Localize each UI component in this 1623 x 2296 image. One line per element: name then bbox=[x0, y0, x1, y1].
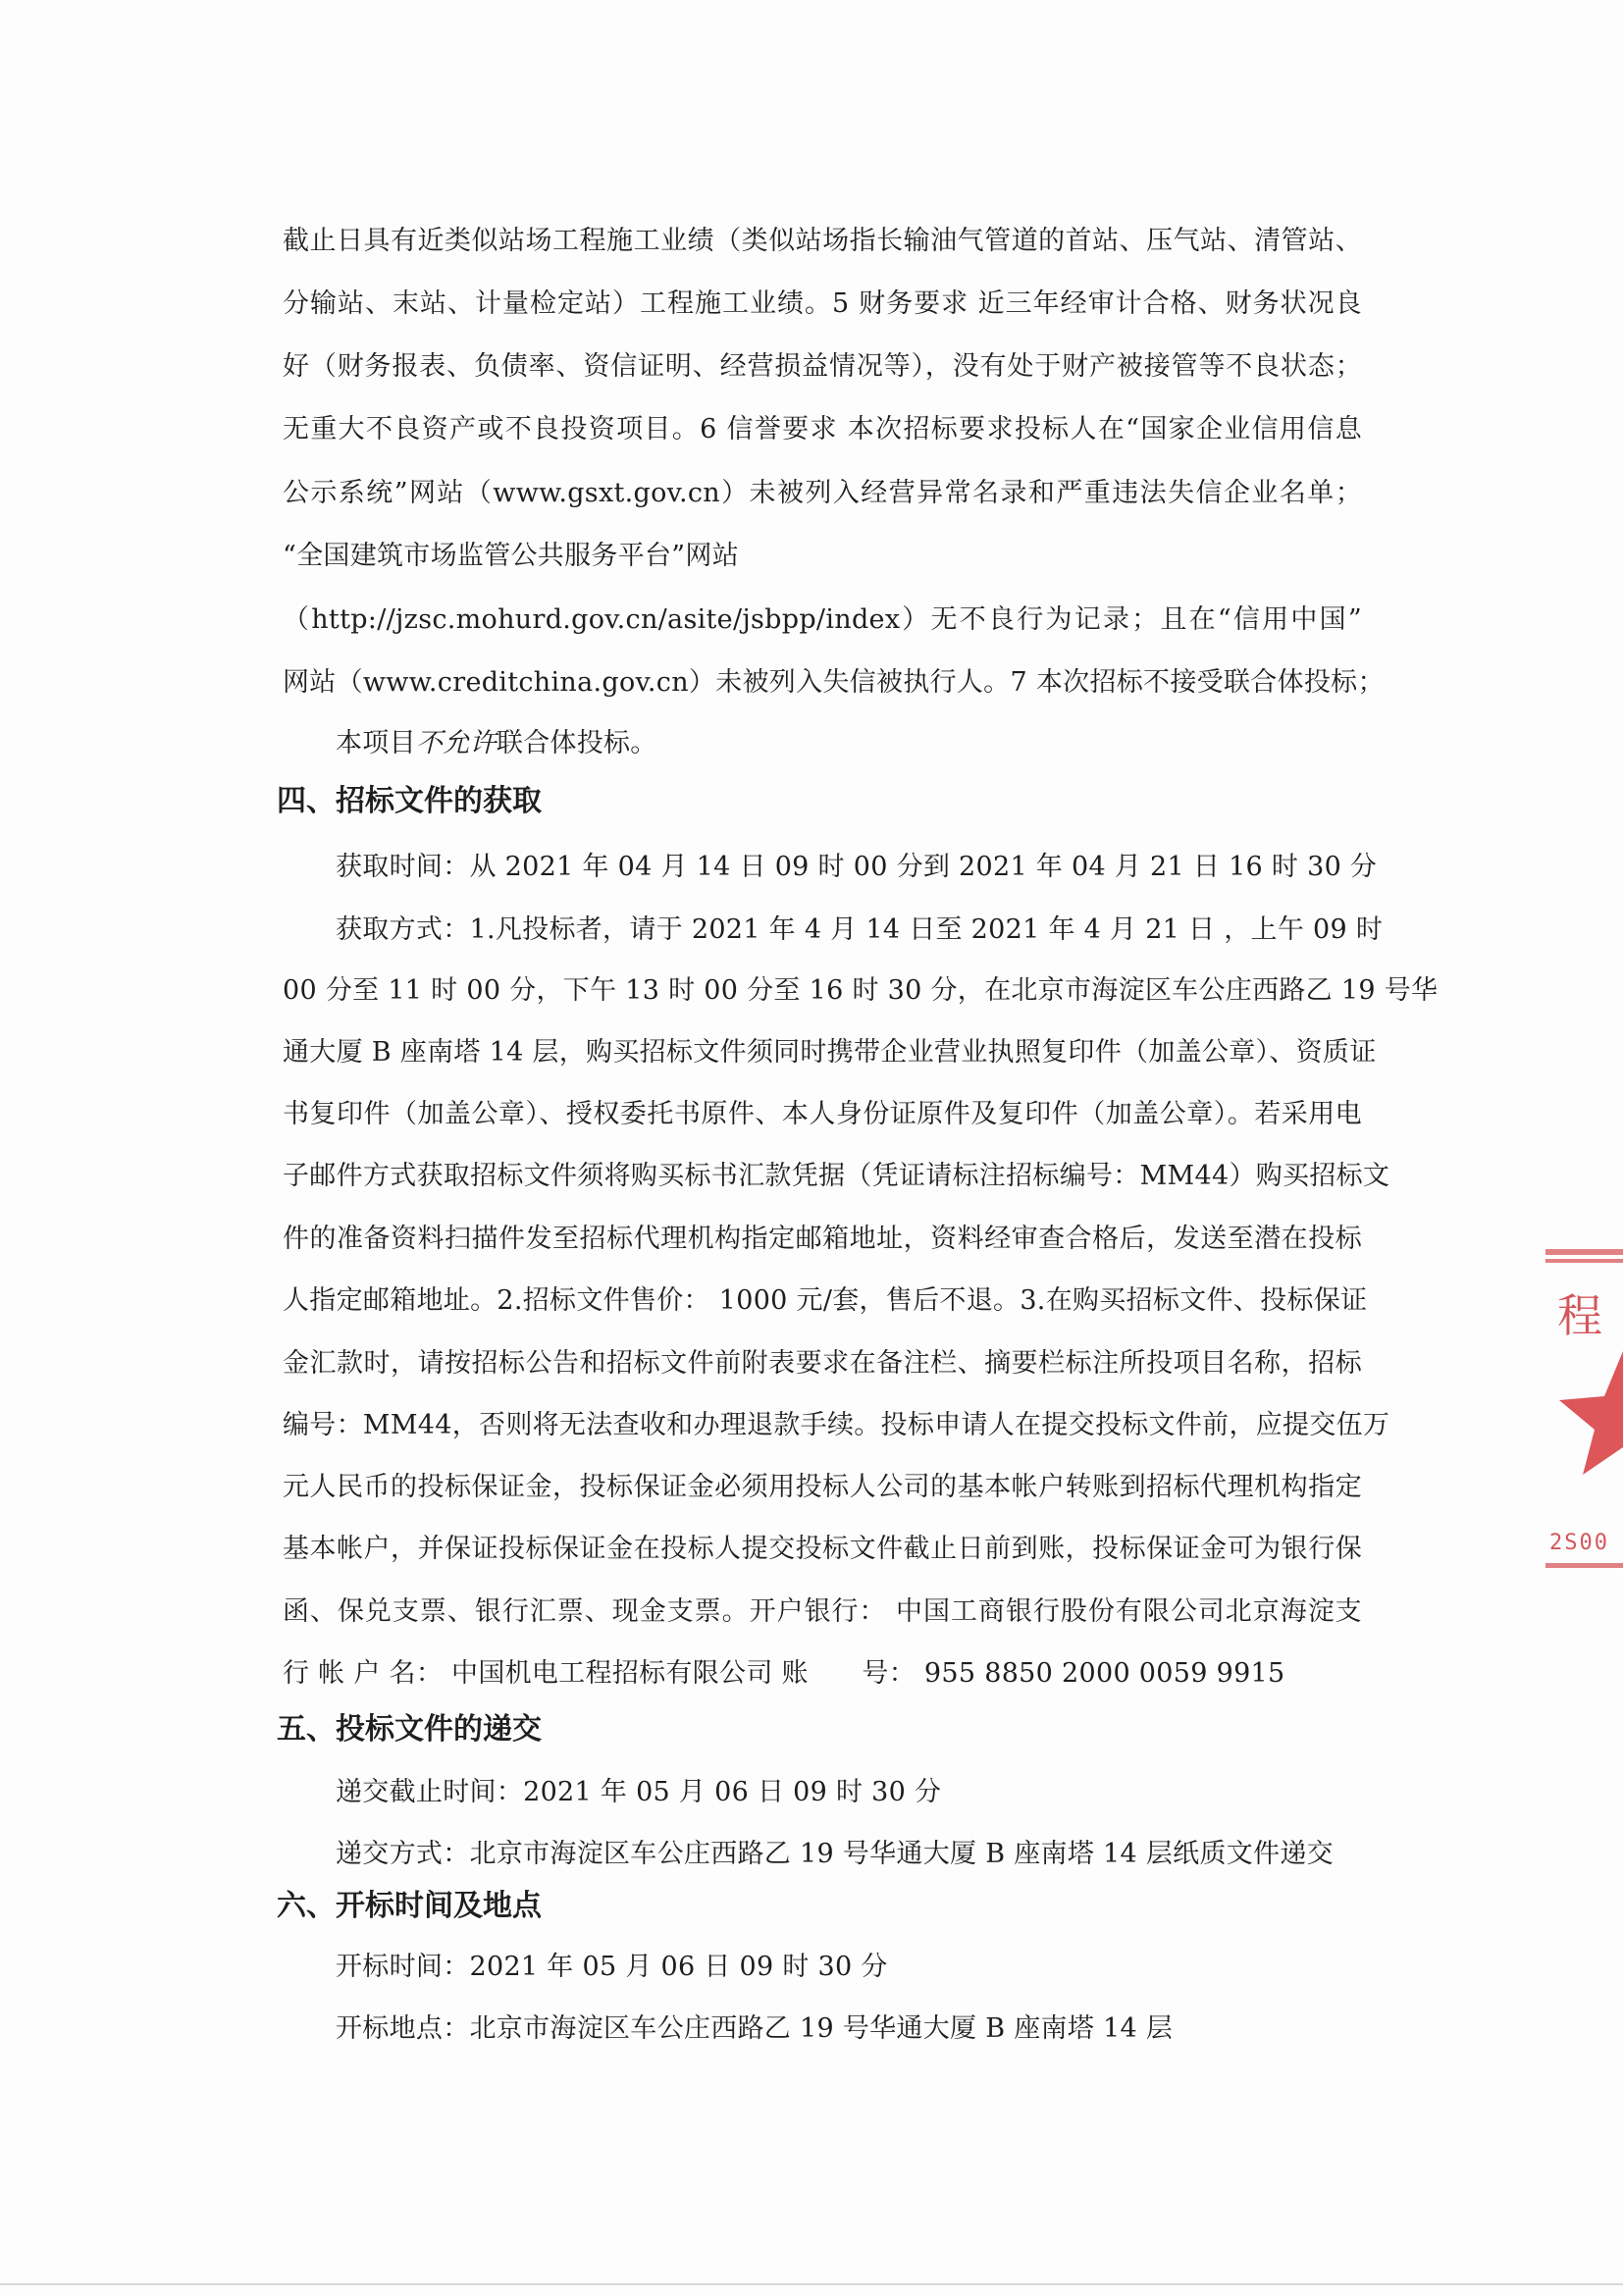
body-line: 获取方式：1.凡投标者，请于 2021 年 4 月 14 日至 2021 年 4 月 21 日 ，上午 09 时 bbox=[336, 914, 1384, 945]
body-line: 开标时间：2021 年 05 月 06 日 09 时 30 分 bbox=[336, 1952, 888, 1982]
body-line: 递交方式：北京市海淀区车公庄西路乙 19 号华通大厦 B 座南塔 14 层纸质文件递交 bbox=[336, 1839, 1334, 1869]
body-line: 元人民币的投标保证金，投标保证金必须用投标人公司的基本帐户转账到招标代理机构指定 bbox=[283, 1472, 1362, 1502]
section-heading: 六、开标时间及地点 bbox=[277, 1889, 542, 1923]
body-line: 获取时间：从 2021 年 04 月 14 日 09 时 00 分到 2021 年 04 月 21 日 16 时 30 分 bbox=[336, 852, 1378, 882]
text-span: 本项目 bbox=[336, 728, 416, 758]
emphasis-text: 不允许 bbox=[415, 728, 497, 758]
body-line: 行 帐 户 名： 中国机电工程招标有限公司 账 号： 955 8850 2000 0059 9915 bbox=[283, 1658, 1285, 1689]
seal-border bbox=[1545, 1563, 1623, 1568]
body-line bbox=[336, 724, 1415, 763]
body-line: 开标地点：北京市海淀区车公庄西路乙 19 号华通大厦 B 座南塔 14 层 bbox=[336, 2013, 1174, 2044]
body-line: 00 分至 11 时 00 分，下午 13 时 00 分至 16 时 30 分，在北京市海淀区车公庄西路乙 19 号华 bbox=[283, 975, 1439, 1006]
body-line: 函、保兑支票、银行汇票、现金支票。开户银行： 中国工商银行股份有限公司北京海淀支 bbox=[283, 1596, 1362, 1627]
body-line: 好（财务报表、负债率、资信证明、经营损益情况等），没有处于财产被接管等不良状态； bbox=[283, 351, 1362, 382]
seal-character: 程 bbox=[1557, 1289, 1602, 1342]
body-line: 公示系统”网站（www.gsxt.gov.cn）未被列入经营异常名录和严重违法失信企业名单； bbox=[283, 478, 1362, 508]
body-line: 子邮件方式获取招标文件须将购买标书汇款凭据（凭证请标注招标编号：MM44）购买招标文 bbox=[283, 1161, 1390, 1191]
body-line: 金汇款时，请按招标公告和招标文件前附表要求在备注栏、摘要栏标注所投项目名称，招标 bbox=[283, 1348, 1362, 1379]
seal-border bbox=[1545, 1259, 1623, 1263]
seal-border bbox=[1545, 1249, 1623, 1255]
seal-star-icon bbox=[1545, 1349, 1623, 1506]
body-line: 书复印件（加盖公章）、授权委托书原件、本人身份证原件及复印件（加盖公章）。若采用电 bbox=[283, 1099, 1362, 1129]
body-line: 件的准备资料扫描件发至招标代理机构指定邮箱地址，资料经审查合格后，发送至潜在投标 bbox=[283, 1224, 1362, 1254]
body-line: （http://jzsc.mohurd.gov.cn/asite/jsbpp/index）无不良行为记录；且在“信用中国” bbox=[283, 604, 1362, 635]
body-line: 人指定邮箱地址。2.招标文件售价： 1000 元/套，售后不退。3.在购买招标文件、投标保证 bbox=[283, 1285, 1368, 1316]
section-heading: 四、招标文件的获取 bbox=[277, 784, 542, 818]
body-line: 截止日具有近类似站场工程施工业绩（类似站场指长输油气管道的首站、压气站、清管站、 bbox=[283, 226, 1362, 256]
company-seal bbox=[1545, 1241, 1623, 1585]
body-line: 无重大不良资产或不良投资项目。6 信誉要求 本次招标要求投标人在“国家企业信用信息 bbox=[283, 414, 1362, 444]
body-line: “全国建筑市场监管公共服务平台”网站 bbox=[283, 541, 740, 571]
text-span: 联合体投标。 bbox=[496, 728, 657, 758]
body-line: 基本帐户，并保证投标保证金在投标人提交投标文件截止日前到账，投标保证金可为银行保 bbox=[283, 1534, 1362, 1564]
body-line: 分输站、末站、计量检定站）工程施工业绩。5 财务要求 近三年经审计合格、财务状况良 bbox=[283, 288, 1362, 319]
section-heading: 五、投标文件的递交 bbox=[277, 1712, 542, 1747]
body-line: 编号：MM44，否则将无法查收和办理退款手续。投标申请人在提交投标文件前，应提交伍万 bbox=[283, 1410, 1390, 1440]
body-line: 网站（www.creditchina.gov.cn）未被列入失信被执行人。7 本次招标不接受联合体投标； bbox=[283, 667, 1385, 698]
body-line: 递交截止时间：2021 年 05 月 06 日 09 时 30 分 bbox=[336, 1777, 942, 1807]
seal-number: 2S00 bbox=[1549, 1531, 1609, 1555]
page-bottom-edge bbox=[0, 2283, 1623, 2285]
body-line: 通大厦 B 座南塔 14 层，购买招标文件须同时携带企业营业执照复印件（加盖公章）、资质证 bbox=[283, 1037, 1377, 1068]
